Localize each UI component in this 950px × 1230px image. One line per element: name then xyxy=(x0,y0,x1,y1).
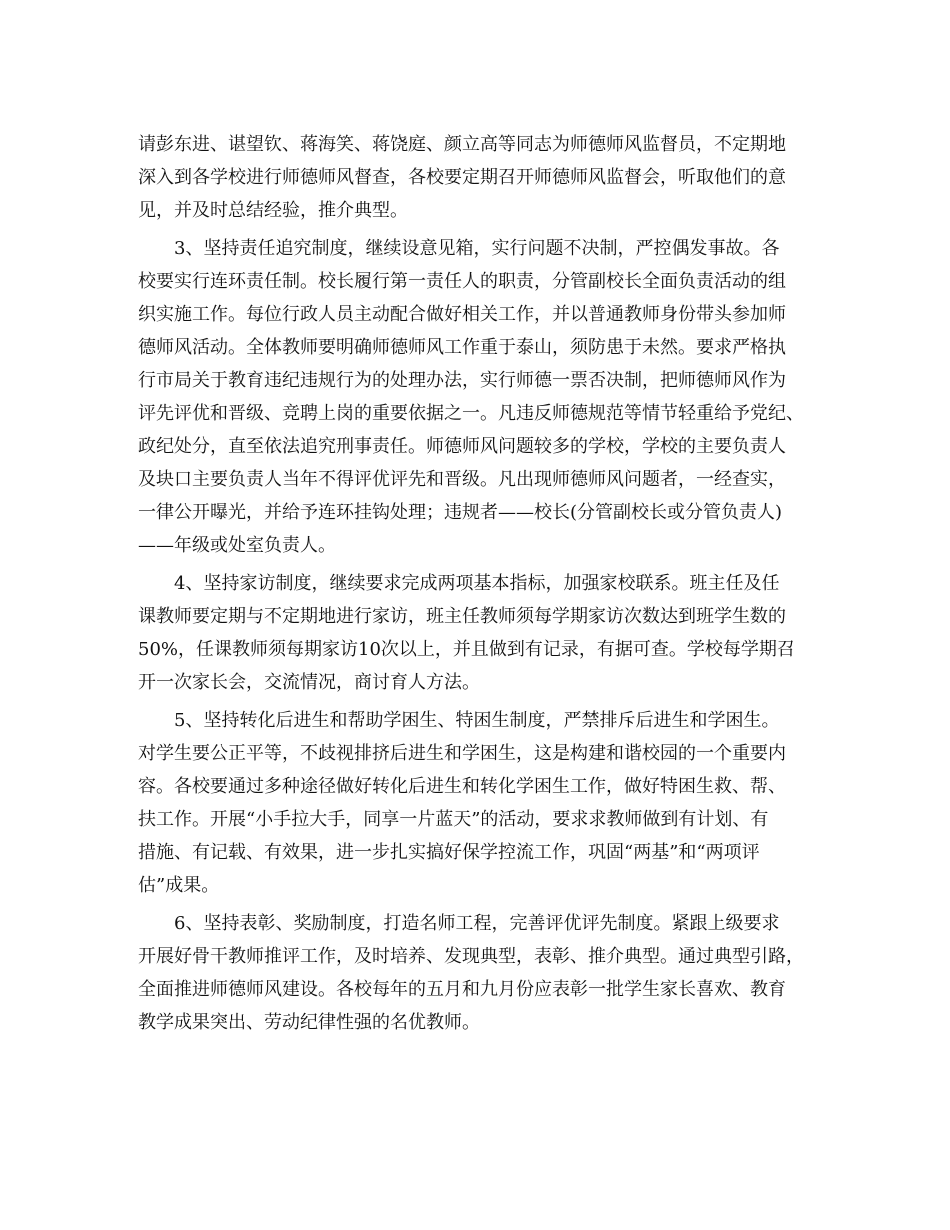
text-line: 估”成果。 xyxy=(138,875,220,896)
text-line: 5、坚持转化后进生和帮助学困生、特困生制度，严禁排斥后进生和学困生。 xyxy=(138,710,780,731)
text-line: 开展好骨干教师推评工作，及时培养、发现典型，表彰、推介典型。通过典型引路， xyxy=(138,946,804,967)
text-line: 4、坚持家访制度，继续要求完成两项基本指标，加强家校联系。班主任及任 xyxy=(138,573,780,594)
text-line: 德师风活动。全体教师要明确师德师风工作重于泰山，须防患于未然。要求严格执 xyxy=(138,337,786,358)
paragraph-1 xyxy=(138,128,818,227)
text-line: 及块口主要负责人当年不得评优评先和晋级。凡出现师德师风问题者，一经查实， xyxy=(138,469,786,490)
text-line: 教学成果突出、劳动纪律性强的名优教师。 xyxy=(138,1012,480,1033)
text-line: 对学生要公正平等，不歧视排挤后进生和学困生，这是构建和谐校园的一个重要内 xyxy=(138,743,786,764)
text-line: 见，并及时总结经验，推介典型。 xyxy=(138,200,408,221)
paragraph-5 xyxy=(138,907,818,1039)
paragraph-2 xyxy=(138,232,818,562)
text-line: 织实施工作。每位行政人员主动配合做好相关工作，并以普通教师身份带头参加师 xyxy=(138,304,786,325)
text-line: 行市局关于教育违纪违规行为的处理办法，实行师德一票否决制，把师德师风作为 xyxy=(138,370,786,391)
text-line: 50%，任课教师须每期家访10次以上，并且做到有记录，有据可查。学校每学期召 xyxy=(138,639,795,660)
text-line: 开一次家长会，交流情况，商讨育人方法。 xyxy=(138,672,480,693)
text-line: 6、坚持表彰、奖励制度，打造名师工程，完善评优评先制度。紧跟上级要求 xyxy=(138,913,780,934)
text-line: 政纪处分，直至依法追究刑事责任。师德师风问题较多的学校，学校的主要负责人 xyxy=(138,436,786,457)
document-body xyxy=(138,128,818,1044)
text-line: 评先评优和晋级、竞聘上岗的重要依据之一。凡违反师德规范等情节轻重给予党纪、 xyxy=(138,403,804,424)
text-line: 扶工作。开展“小手拉大手，同享一片蓝天”的活动，要求求教师做到有计划、有 xyxy=(138,809,769,830)
text-line: 一律公开曝光，并给予连环挂钩处理；违规者——校长(分管副校长或分管负责人) xyxy=(138,502,783,523)
text-line: 深入到各学校进行师德师风督查，各校要定期召开师德师风监督会，听取他们的意 xyxy=(138,167,786,188)
text-line: 容。各校要通过多种途径做好转化后进生和转化学困生工作，做好特困生救、帮、 xyxy=(138,776,786,797)
text-line: 3、坚持责任追究制度，继续设意见箱，实行问题不决制，严控偶发事故。各 xyxy=(138,238,780,259)
paragraph-3 xyxy=(138,567,818,699)
text-line: ——年级或处室负责人。 xyxy=(138,535,336,556)
text-line: 请彭东进、谌望钦、蒋海笑、蒋饶庭、颜立高等同志为师德师风监督员，不定期地 xyxy=(138,134,786,155)
text-line: 措施、有记载、有效果，进一步扎实搞好保学控流工作，巩固“两基”和“两项评 xyxy=(138,842,760,863)
text-line: 全面推进师德师风建设。各校每年的五月和九月份应表彰一批学生家长喜欢、教育 xyxy=(138,979,786,1000)
text-line: 课教师要定期与不定期地进行家访，班主任教师须每学期家访次数达到班学生数的 xyxy=(138,606,786,627)
text-line: 校要实行连环责任制。校长履行第一责任人的职责，分管副校长全面负责活动的组 xyxy=(138,271,786,292)
paragraph-4 xyxy=(138,704,818,902)
